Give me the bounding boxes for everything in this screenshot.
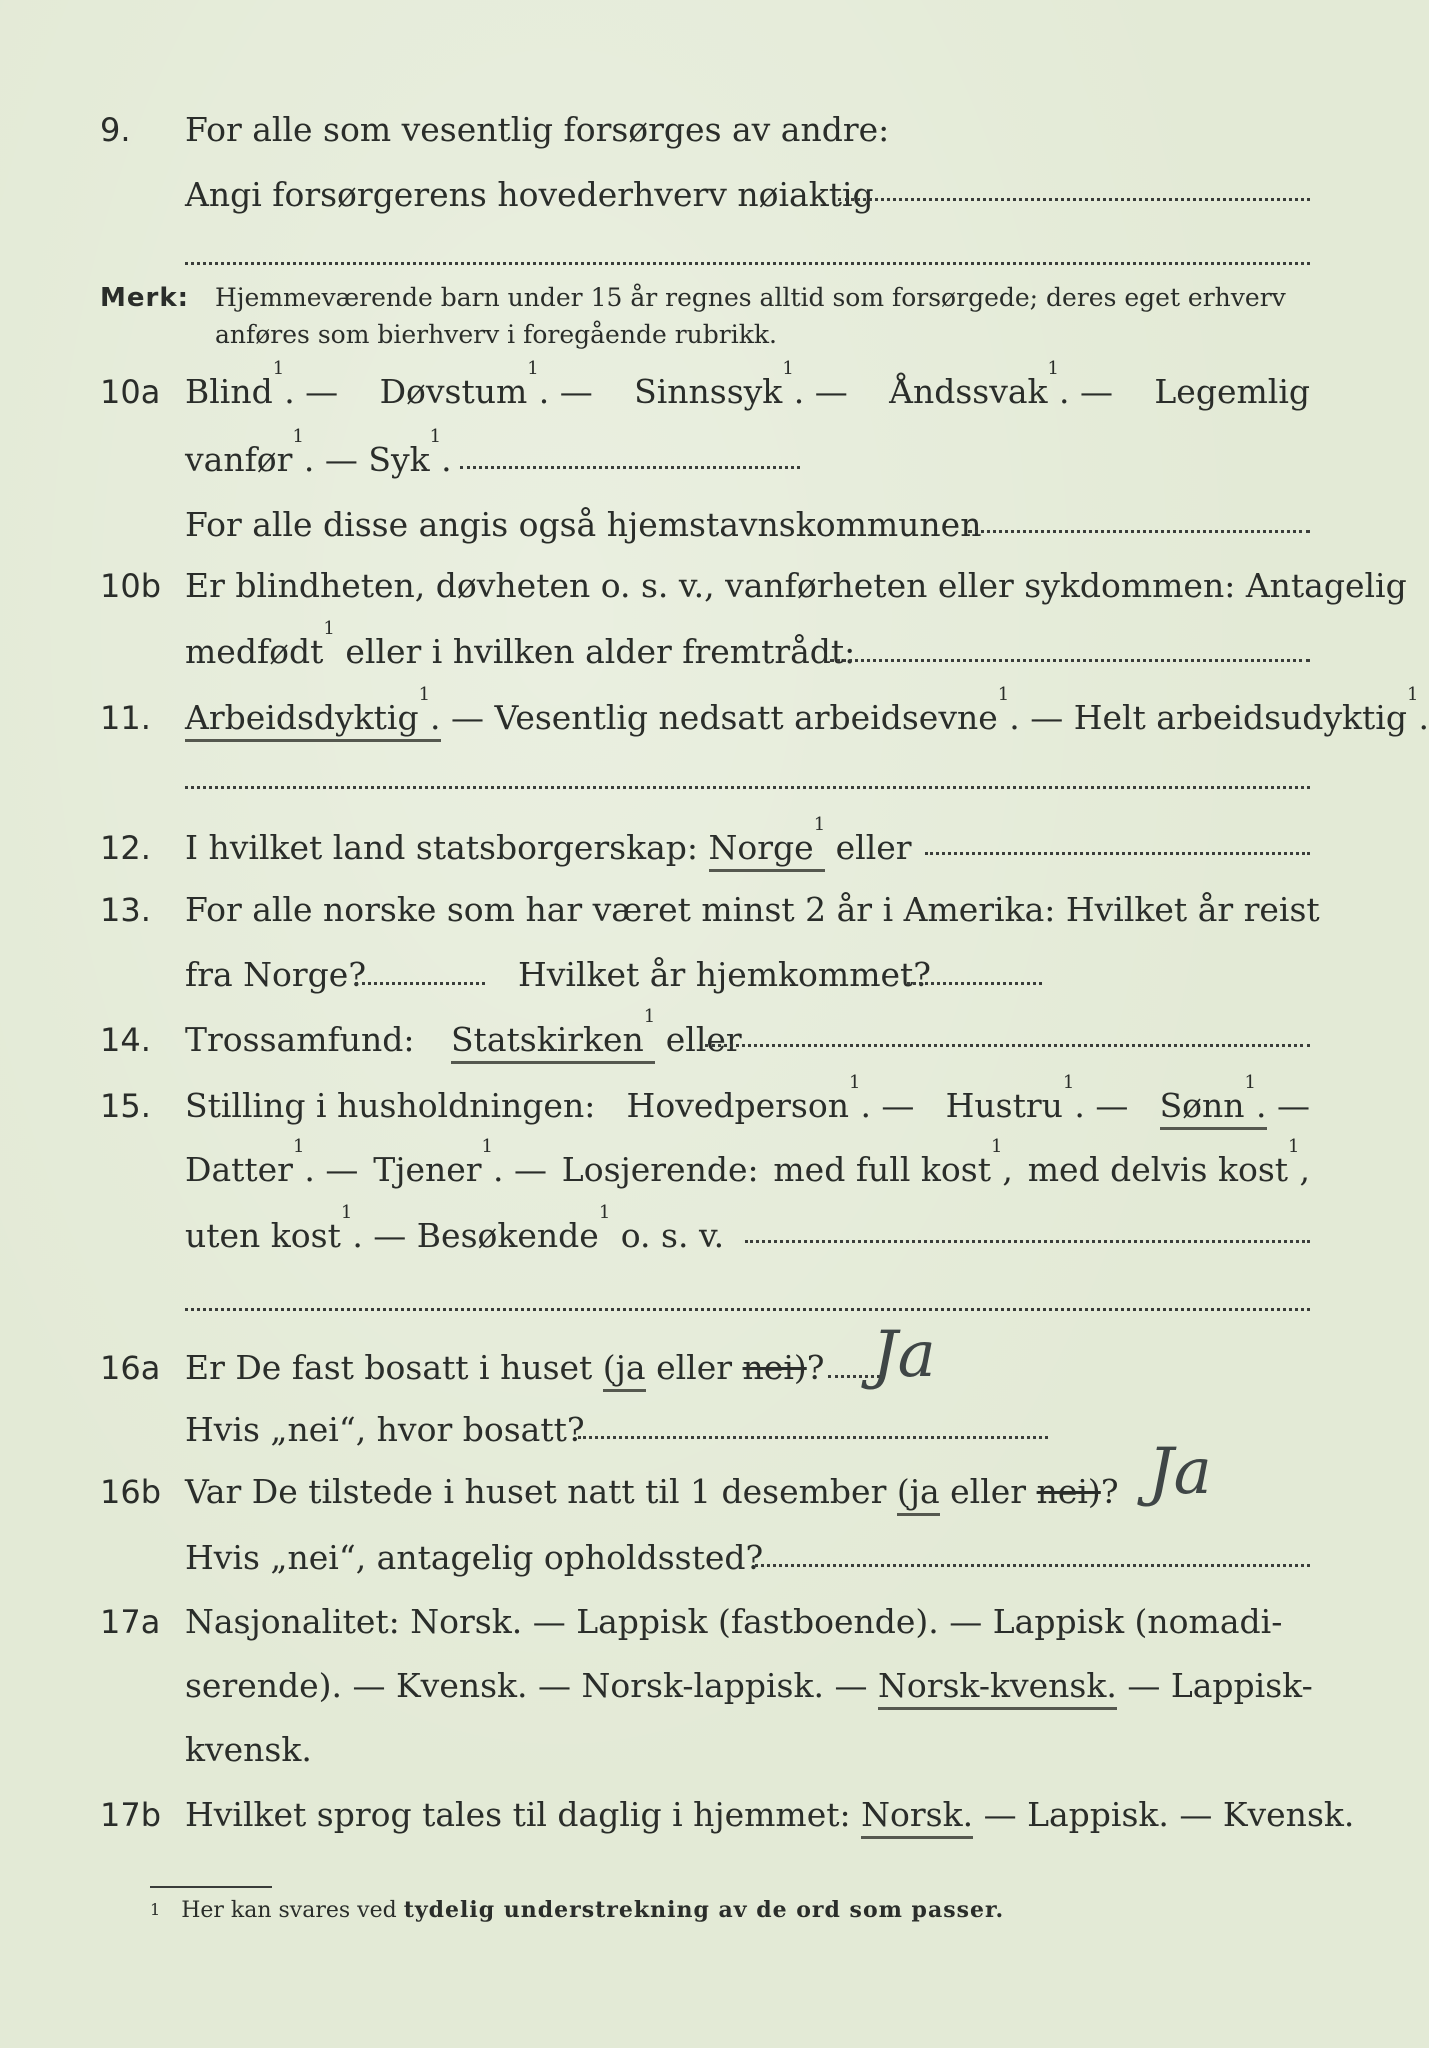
option-statskirken-underlined[interactable]: Statskirken$^1$: [451, 1020, 655, 1064]
q10b-line2-text: medfødt$^1$ eller i hvilken alder fremtrådt:: [185, 618, 856, 671]
q9-line1: [0, 100, 1400, 160]
q9-number: 9.: [100, 111, 131, 149]
option-datter[interactable]: Datter$^1$. —: [185, 1136, 359, 1189]
q12-other-country-field[interactable]: [925, 852, 1310, 855]
option-nei-struck[interactable]: nei): [742, 1348, 807, 1387]
q10a-number: 10a: [100, 373, 161, 411]
q15-answer-field[interactable]: [745, 1240, 1310, 1243]
q10b-text: Er blindheten, døvheten o. s. v., vanførheten eller sykdommen: Antagelig: [185, 566, 1407, 605]
option-hovedperson[interactable]: Hovedperson$^1$. —: [626, 1072, 915, 1125]
q16b-line2: [0, 1528, 1400, 1588]
footnote: [150, 1892, 1004, 1929]
q10a-hometown-field[interactable]: [968, 530, 1310, 533]
q16b-number: 16b: [100, 1473, 162, 1511]
option-norge-underlined[interactable]: Norge$^1$: [709, 828, 826, 872]
q17a-line3: [0, 1720, 1400, 1780]
q16a-line1: [0, 1338, 1400, 1398]
option-ja-underlined-16b[interactable]: (ja: [897, 1472, 940, 1516]
option-blind[interactable]: Blind$^1$. —: [185, 358, 339, 411]
option-norsk-underlined[interactable]: Norsk.: [861, 1795, 973, 1839]
q16b-handwritten-answer: Ja: [1148, 1435, 1212, 1509]
q13-returned-field[interactable]: [907, 982, 1042, 985]
option-ja-underlined[interactable]: (ja: [603, 1348, 646, 1392]
q15-line2: [0, 1136, 1400, 1200]
q17a-line2: [0, 1656, 1400, 1716]
merk-line1: [0, 278, 1400, 318]
q13-returned-label: Hvilket år hjemkommet?: [518, 955, 931, 994]
option-hustru[interactable]: Hustru$^1$. —: [945, 1072, 1129, 1125]
q10a-hometown-label: For alle disse angis også hjemstavnskommunen: [185, 505, 982, 544]
q17b-text: Hvilket sprog tales til daglig i hjemmet: Norsk. — Lappisk. — Kvensk.: [185, 1785, 1354, 1845]
q17a-line1: [0, 1592, 1400, 1652]
q10a-line2: [0, 426, 1400, 490]
q17a-text-3: kvensk.: [185, 1730, 312, 1769]
q15-line3: [0, 1202, 1400, 1266]
q11-options: Arbeidsdyktig$^1$. — Vesentlig nedsatt arbeidsevne$^1$. — Helt arbeidsudyktig$^1$.: [185, 688, 1429, 748]
q9-line2: [0, 165, 1400, 225]
q16a-handwritten-answer: Ja: [872, 1318, 936, 1392]
q15-line2-options: Datter$^1$. — Tjener$^1$. — Losjerende: med full kost$^1$, med delvis kost$^1$,: [185, 1140, 1310, 1200]
q17a-number: 17a: [100, 1603, 161, 1641]
option-andssvak[interactable]: Åndssvak$^1$. —: [889, 358, 1113, 411]
q13-number: 13.: [100, 891, 151, 929]
q9-text: For alle som vesentlig forsørges av andre:: [185, 110, 890, 149]
q17a-text-1: Nasjonalitet: Norsk. — Lappisk (fastboende). — Lappisk (nomadi-: [185, 1602, 1283, 1641]
q12-text: I hvilket land statsborgerskap: Norge$^1$ eller: [185, 818, 912, 878]
q10b-number: 10b: [100, 567, 162, 605]
q17b-line: [0, 1785, 1400, 1845]
option-vanfor[interactable]: vanfør$^1$. —: [185, 426, 358, 479]
q15-line1: [0, 1072, 1400, 1136]
footnote-mark: 1: [150, 1900, 161, 1919]
q13-emigrated-label: fra Norge?: [185, 955, 367, 994]
option-vesentlig-nedsatt[interactable]: Vesentlig nedsatt arbeidsevne$^1$.: [494, 684, 1020, 737]
footnote-rule: [150, 1886, 272, 1888]
option-norsk-kvensk-underlined[interactable]: Norsk-kvensk.: [878, 1666, 1117, 1710]
q9-provider-occupation-label: Angi forsørgerens hovederhverv nøiaktig: [185, 175, 874, 214]
q16b-whereabouts-label: Hvis „nei“, antagelig opholdssted?: [185, 1538, 764, 1577]
q10a-options: [185, 358, 1310, 422]
option-med-full-kost[interactable]: med full kost$^1$,: [773, 1136, 1013, 1189]
q16a-where-label: Hvis „nei“, hvor bosatt?: [185, 1410, 585, 1449]
option-uten-kost[interactable]: uten kost$^1$.: [185, 1202, 363, 1255]
q9-second-answer-line[interactable]: [185, 262, 1310, 265]
q17a-line2-options: serende). — Kvensk. — Norsk-lappisk. — Norsk-kvensk. — Lappisk-: [185, 1656, 1313, 1716]
footnote-text: Her kan svares ved: [181, 1898, 397, 1923]
option-syk[interactable]: Syk$^1$.: [368, 426, 452, 479]
q13-text: For alle norske som har været minst 2 år i Amerika: Hvilket år reist: [185, 890, 1320, 929]
q10a-line1: [0, 358, 1400, 422]
option-helt-arbeidsudyktig[interactable]: Helt arbeidsudyktig$^1$.: [1073, 684, 1429, 737]
option-medfodt[interactable]: medfødt: [185, 632, 324, 671]
q15-number: 15.: [100, 1087, 151, 1125]
footnote-bold-text: tydelig understrekning av de ord som passer.: [403, 1897, 1005, 1923]
option-tjener[interactable]: Tjener$^1$. —: [373, 1136, 547, 1189]
option-sinnssyk[interactable]: Sinnssyk$^1$. —: [634, 358, 848, 411]
q10b-line2: [0, 618, 1400, 682]
q14-line: [0, 1006, 1400, 1070]
q10a-line3: [0, 495, 1400, 555]
q12-number: 12.: [100, 829, 151, 867]
option-legemlig[interactable]: Legemlig: [1154, 372, 1310, 411]
q16a-text: Er De fast bosatt i huset (ja eller nei)?: [185, 1338, 824, 1398]
q15-line1-options: Stilling i husholdningen: Hovedperson$^1$. — Hustru$^1$. — Sønn$^1$. —: [185, 1076, 1310, 1136]
q10a-syk-answer-field[interactable]: [460, 466, 800, 469]
merk-text-2: anføres som bierhverv i foregående rubrikk.: [215, 320, 777, 349]
q14-number: 14.: [100, 1021, 151, 1059]
q14-text: Trossamfund: Statskirken$^1$ eller: [185, 1010, 742, 1070]
q11-line: [0, 684, 1429, 748]
q11-number: 11.: [100, 699, 151, 737]
q10a-line2-options: [185, 426, 452, 490]
q11-answer-line[interactable]: [185, 786, 1310, 789]
q17b-number: 17b: [100, 1796, 162, 1834]
q13-line2: [0, 945, 1400, 1005]
q15-second-answer-line[interactable]: [185, 1308, 1310, 1311]
q13-line1: [0, 880, 1400, 940]
q10b-line1: [0, 556, 1407, 616]
option-dovstum[interactable]: Døvstum$^1$. —: [379, 358, 593, 411]
q16a-number: 16a: [100, 1349, 161, 1387]
q9-answer-field[interactable]: [838, 198, 1310, 201]
merk-line2: [0, 315, 1400, 355]
q14-other-faith-field[interactable]: [705, 1044, 1310, 1047]
q15-line3-options: uten kost$^1$. — Besøkende$^1$ o. s. v.: [185, 1202, 725, 1255]
option-arbeidsdyktig-underlined[interactable]: Arbeidsdyktig$^1$.: [185, 698, 441, 742]
q13-emigrated-field[interactable]: [355, 982, 485, 985]
q16b-text: Var De tilstede i huset natt til 1 desember (ja eller nei)?: [185, 1462, 1119, 1522]
q16b-whereabouts-field[interactable]: [755, 1564, 1310, 1567]
option-sonn-underlined[interactable]: Sønn$^1$.: [1160, 1086, 1267, 1130]
merk-text-1: Hjemmeværende barn under 15 år regnes alltid som forsørgede; deres eget erhverv: [215, 283, 1286, 312]
q12-line: [0, 814, 1400, 878]
option-med-delvis-kost[interactable]: med delvis kost$^1$,: [1027, 1136, 1310, 1189]
q10b-answer-field[interactable]: [830, 659, 1310, 662]
q16a-where-field[interactable]: [578, 1436, 1048, 1439]
option-besokende[interactable]: Besøkende$^1$: [416, 1202, 611, 1255]
merk-label: Merk:: [100, 283, 190, 313]
option-nei-struck-16b[interactable]: nei): [1036, 1472, 1101, 1511]
